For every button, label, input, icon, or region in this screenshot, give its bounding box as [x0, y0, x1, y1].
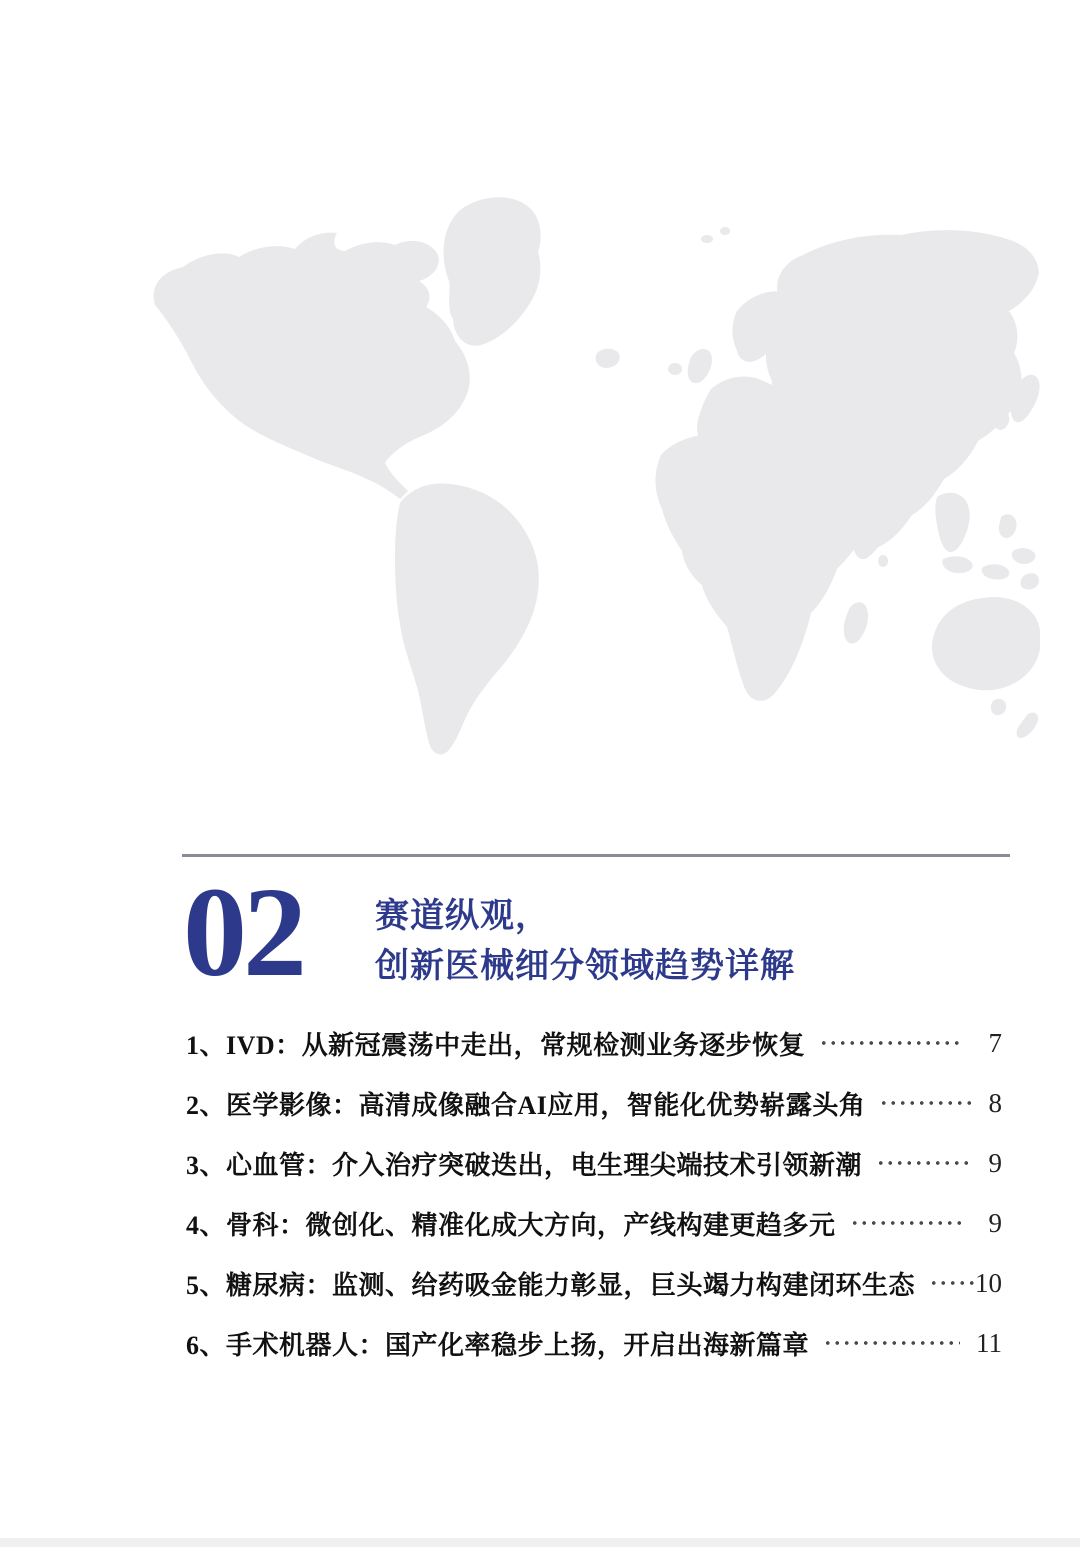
world-map-icon: [145, 185, 1040, 760]
dot-leader: [876, 1159, 973, 1167]
toc-entry: [186, 1253, 1002, 1313]
toc-entry: [186, 1013, 1002, 1073]
toc-entry-page: 8: [988, 1087, 1002, 1118]
dot-leader: [819, 1039, 959, 1047]
section-title-line1: 赛道纵观，: [375, 898, 550, 935]
page-bottom-edge: [0, 1538, 1080, 1547]
dot-leader: [850, 1219, 967, 1227]
toc-entry: [186, 1313, 1002, 1373]
section-divider-line: [182, 854, 1010, 857]
toc-entry: [186, 1133, 1002, 1193]
dot-leader: [929, 1279, 975, 1287]
dot-leader: [823, 1339, 960, 1347]
toc-entry-label: 3、心血管：介入治疗突破迭出，电生理尖端技术引领新潮: [186, 1150, 863, 1180]
toc-entry-label: 6、手术机器人：国产化率稳步上扬，开启出海新篇章: [186, 1330, 810, 1360]
section-number: 02: [183, 861, 303, 1003]
toc-list: [186, 1013, 1002, 1373]
toc-entry-label: 4、骨科：微创化、精准化成大方向，产线构建更趋多元: [186, 1210, 836, 1240]
dot-leader: [879, 1099, 973, 1107]
toc-entry-label: 2、医学影像：高清成像融合AI应用，智能化优势崭露头角: [186, 1090, 866, 1120]
toc-entry-label: 5、糖尿病：监测、给药吸金能力彰显，巨头竭力构建闭环生态: [186, 1270, 916, 1300]
toc-entry-page: 9: [988, 1207, 1002, 1238]
toc-entry-label: 1、IVD：从新冠震荡中走出，常规检测业务逐步恢复: [186, 1030, 806, 1060]
toc-entry-page: 11: [976, 1327, 1002, 1358]
toc-entry-page: 10: [975, 1267, 1002, 1298]
section-header: [183, 861, 795, 1003]
section-title-line2: 创新医械细分领域趋势详解: [375, 948, 795, 985]
toc-entry-page: 7: [988, 1027, 1002, 1058]
section-title: [375, 892, 795, 996]
toc-entry-page: 9: [988, 1147, 1002, 1178]
toc-entry: [186, 1073, 1002, 1133]
toc-entry: [186, 1193, 1002, 1253]
